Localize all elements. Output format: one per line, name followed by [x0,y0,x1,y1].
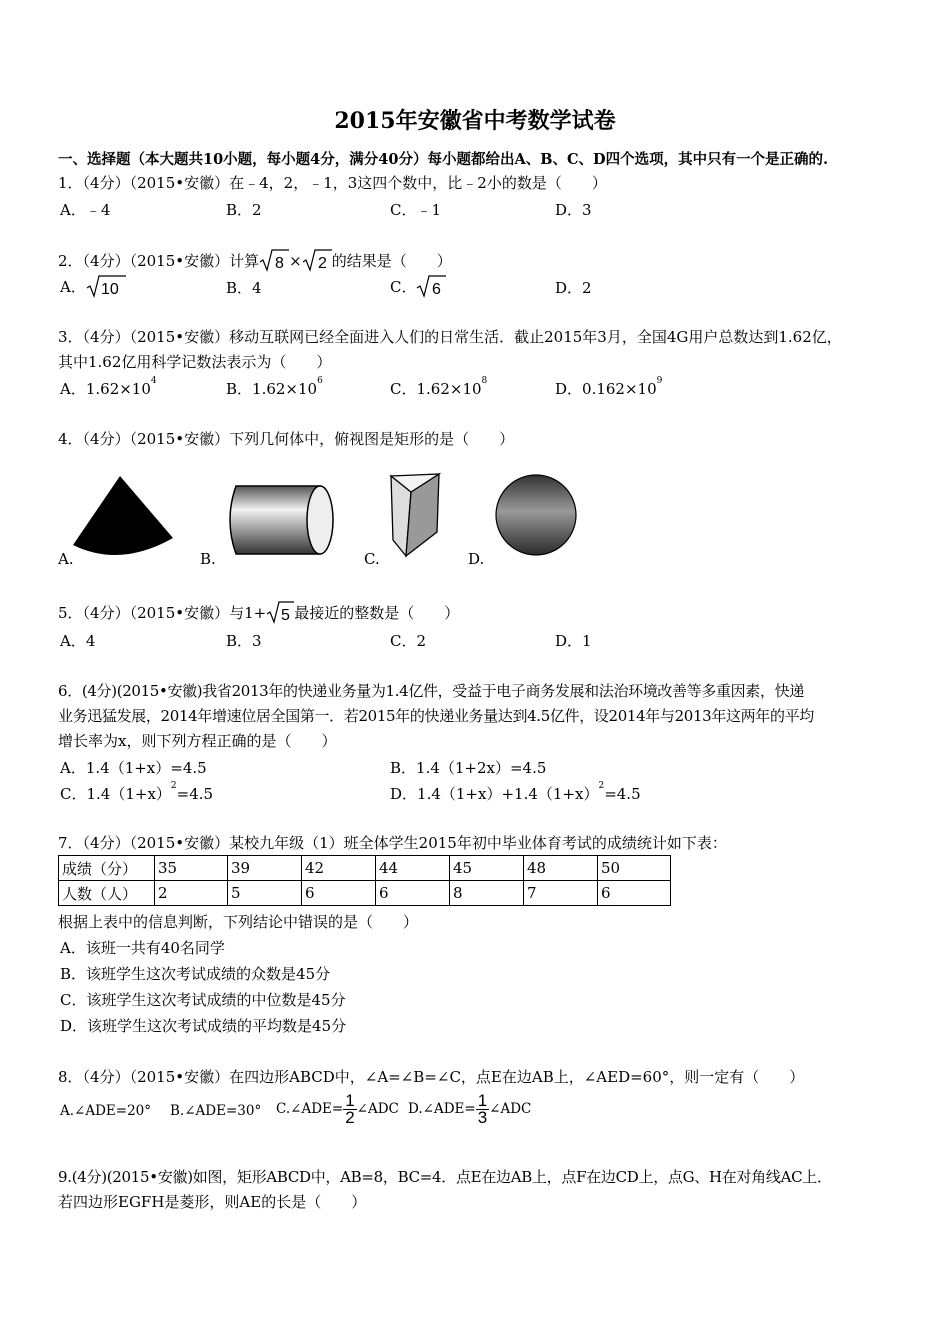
section-heading: 一、选择题（本大题共10小题，每小题4分，满分40分）每小题都给出A、B、C、D四个选项，其中只有一个是正确的. [58,151,829,168]
cylinder-figure [220,480,340,560]
q6-option-d-exp: 2 [598,781,605,791]
question-3-line2: 其中1.62亿用科学记数法表示为（ ） [58,353,332,371]
q7-option-b: B．该班学生这次考试成绩的众数是45分 [60,965,331,983]
q3-option-b-text: B．1.62×10 [226,380,318,398]
q7-option-c: C．该班学生这次考试成绩的中位数是45分 [60,991,346,1009]
table-cell: 6 [302,881,376,906]
q6-option-a: A．1.4（1+x）=4.5 [60,759,207,777]
q8-option-d [408,1093,531,1126]
question-3-line1: 3．（4分）（2015•安徽）移动互联网已经全面进入人们的日常生活．截止2015年3月，全国4G用户总数达到1.62亿， [58,328,842,346]
q3-option-a-exp: 4 [150,376,157,386]
q5-option-a: A．4 [60,632,96,650]
table-row-score [59,856,671,881]
q1-option-a: A．﹣4 [60,201,111,219]
score-table [58,855,671,906]
q2-option-a-label: A． [60,278,86,296]
question-6-line1: 6．(4分)(2015•安徽)我省2013年的快递业务量为1.4亿件，受益于电子商务发展和法治环境改善等多重因素，快递 [58,682,804,700]
q6-option-c-exp: 2 [170,781,177,791]
question-7-stem: 7．（4分）（2015•安徽）某校九年级（1）班全体学生2015年初中毕业体育考试的成绩统计如下表： [58,834,727,852]
q6-option-c-text: C．1.4（1+x） [60,785,171,803]
sqrt-2-radicand: 2 [317,255,327,272]
sqrt-10-radicand: 10 [100,281,119,298]
q6-option-d-post: =4.5 [604,785,641,803]
q5-stem-post: 最接近的整数是（ ） [294,604,460,622]
q8-option-c-post: ∠ADC [356,1101,399,1117]
q2-stem-post: 的结果是（ ） [331,252,452,270]
q8-option-c [276,1093,399,1126]
q3-option-b [226,378,323,399]
q3-option-c-exp: 8 [481,376,488,386]
q5-option-d: D．1 [555,632,592,650]
page-title: 2015年安徽省中考数学试卷 [334,108,616,134]
table-cell: 35 [155,856,228,881]
q3-option-d-exp: 9 [656,376,663,386]
q4-option-d: D. [468,550,485,568]
table-cell: 39 [228,856,302,881]
table-cell: 6 [598,881,671,906]
q6-option-c [60,783,213,804]
fraction-numerator: 1 [477,1091,488,1110]
question-9-line1: 9.(4分)(2015•安徽)如图，矩形ABCD中，AB=8，BC=4．点E在边AB上，点F在边CD上，点G、H在对角线AC上． [58,1168,832,1186]
q6-option-d [390,783,641,804]
sqrt-8 [259,248,289,276]
q6-option-c-post: =4.5 [176,785,214,803]
question-7-after: 根据上表中的信息判断，下列结论中错误的是（ ） [58,913,419,931]
table-cell: 6 [376,881,450,906]
q4-option-a: A. [58,550,74,568]
q8-option-d-post: ∠ADC [489,1101,532,1117]
q2-option-d: D．2 [555,279,592,297]
q6-option-d-text: D．1.4（1+x）+1.4（1+x） [390,785,599,803]
q3-option-d-text: D．0.162×10 [555,380,657,398]
question-6-line2: 业务迅猛发展，2014年增速位居全国第一．若2015年的快递业务量达到4.5亿件，设2014年与2013年这两年的平均 [58,707,814,725]
table-cell: 45 [450,856,524,881]
sqrt-2 [302,248,332,276]
q2-option-a [60,274,126,302]
q7-option-a: A．该班一共有40名同学 [60,939,225,957]
table-cell: 48 [524,856,598,881]
q3-option-c [390,378,487,399]
q3-option-b-exp: 6 [317,376,323,386]
q3-option-d [555,378,662,399]
question-4-stem: 4．（4分）（2015•安徽）下列几何体中，俯视图是矩形的是（ ） [58,430,515,448]
q2-stem-pre: 2．（4分）（2015•安徽）计算 [58,252,260,270]
table-cell: 5 [228,881,302,906]
table-row-count [59,881,671,906]
q7-option-d: D．该班学生这次考试成绩的平均数是45分 [60,1017,347,1035]
q3-option-c-text: C．1.62×10 [390,380,482,398]
q8-option-d-text: D.∠ADE= [408,1101,476,1117]
q1-option-b: B．2 [226,201,262,219]
sqrt-5-radicand: 5 [281,607,291,624]
fraction-one-third [476,1093,489,1126]
table-cell: 8 [450,881,524,906]
q8-option-c-text: C.∠ADE= [276,1101,344,1117]
table-cell: 7 [524,881,598,906]
triangular-prism-figure [388,470,448,560]
q8-option-a: A.∠ADE=20° [60,1103,152,1119]
question-9-line2: 若四边形EGFH是菱形，则AE的长是（ ） [58,1193,367,1211]
table-cell: 44 [376,856,450,881]
sphere-figure [492,472,582,558]
question-2-stem [58,248,452,276]
table-cell: 人数（人） [59,881,155,906]
q2-option-c [390,274,446,302]
question-8-stem: 8．（4分）（2015•安徽）在四边形ABCD中，∠A=∠B=∠C，点E在边AB上，∠AED=60°，则一定有（ ） [58,1068,805,1086]
q8-option-b: B.∠ADE=30° [170,1103,262,1119]
q3-option-a-text: A．1.62×10 [60,380,151,398]
sqrt-8-radicand: 8 [275,255,285,272]
q4-option-c: C. [364,550,380,568]
sqrt-5 [266,600,294,628]
question-5-stem [58,600,459,628]
q5-option-b: B．3 [226,632,262,650]
q2-option-c-label: C． [390,278,417,296]
q5-option-c: C．2 [390,632,427,650]
table-cell: 50 [598,856,671,881]
sqrt-6-radicand: 6 [432,281,442,298]
question-6-line3: 增长率为x，则下列方程正确的是（ ） [58,732,337,750]
q5-stem-pre: 5．（4分）（2015•安徽）与1+ [58,604,267,622]
cone-figure [70,470,180,570]
q2-option-b: B．4 [226,279,262,297]
q2-times: × [289,252,302,270]
question-1-stem: 1．（4分）（2015•安徽）在﹣4，2，﹣1，3这四个数中，比﹣2小的数是（ ） [58,174,607,192]
q1-option-c: C．﹣1 [390,201,442,219]
fraction-denominator: 3 [477,1108,488,1127]
q4-option-b: B. [200,550,216,568]
sqrt-6 [416,274,446,302]
sqrt-10 [86,274,126,302]
q6-option-b: B．1.4（1+2x）=4.5 [390,759,547,777]
table-cell: 成绩（分） [59,856,155,881]
fraction-numerator: 1 [345,1091,355,1110]
table-cell: 42 [302,856,376,881]
q3-option-a [60,378,157,399]
fraction-one-half [343,1093,356,1126]
fraction-denominator: 2 [345,1108,355,1127]
table-cell: 2 [155,881,228,906]
q1-option-d: D．3 [555,201,592,219]
